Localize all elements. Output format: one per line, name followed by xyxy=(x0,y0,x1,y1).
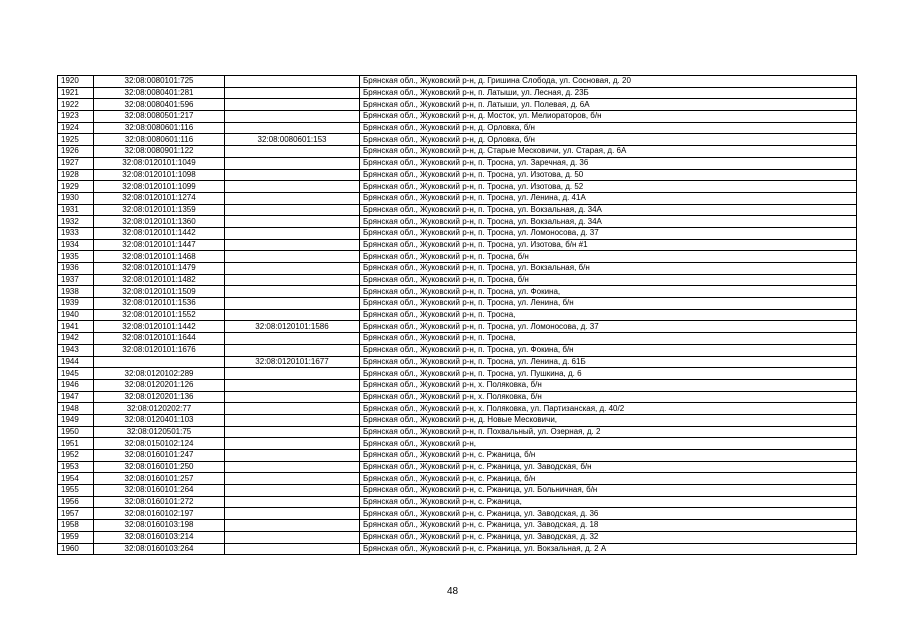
address-cell: Брянская обл., Жуковский р-н, п. Тросна, ул. Фокина, xyxy=(360,286,857,298)
address-cell: Брянская обл., Жуковский р-н, п. Тросна, ул. Ленина, б/н xyxy=(360,298,857,310)
address-cell: Брянская обл., Жуковский р-н, с. Ржаница, б/н xyxy=(360,473,857,485)
cadastral-number-cell: 32:08:0120101:1536 xyxy=(94,298,225,310)
address-cell: Брянская обл., Жуковский р-н, д. Старые Месковичи, ул. Старая, д. 6А xyxy=(360,146,857,158)
row-number-cell: 1930 xyxy=(58,192,94,204)
row-number-cell: 1955 xyxy=(58,485,94,497)
previous-cadastral-number-cell xyxy=(225,438,360,450)
table-row xyxy=(58,157,857,169)
address-cell: Брянская обл., Жуковский р-н, п. Тросна, ул. Заречная, д. 36 xyxy=(360,157,857,169)
previous-cadastral-number-cell xyxy=(225,485,360,497)
previous-cadastral-number-cell xyxy=(225,309,360,321)
cadastral-number-cell: 32:08:0080101:725 xyxy=(94,76,225,88)
cadastral-number-cell: 32:08:0120102:289 xyxy=(94,368,225,380)
table-row xyxy=(58,263,857,275)
table-row xyxy=(58,192,857,204)
cadastral-number-cell: 32:08:0160101:264 xyxy=(94,485,225,497)
previous-cadastral-number-cell xyxy=(225,508,360,520)
address-cell: Брянская обл., Жуковский р-н, п. Латыши, ул. Полевая, д. 6А xyxy=(360,99,857,111)
table-row xyxy=(58,216,857,228)
previous-cadastral-number-cell: 32:08:0120101:1586 xyxy=(225,321,360,333)
previous-cadastral-number-cell xyxy=(225,239,360,251)
row-number-cell: 1937 xyxy=(58,274,94,286)
row-number-cell: 1950 xyxy=(58,426,94,438)
table-row xyxy=(58,146,857,158)
address-cell: Брянская обл., Жуковский р-н, х. Поляковка, ул. Партизанская, д. 40/2 xyxy=(360,403,857,415)
address-cell: Брянская обл., Жуковский р-н, д. Мосток, ул. Мелиораторов, б/н xyxy=(360,111,857,123)
previous-cadastral-number-cell xyxy=(225,426,360,438)
address-cell: Брянская обл., Жуковский р-н, д. Орловка, б/н xyxy=(360,122,857,134)
previous-cadastral-number-cell xyxy=(225,157,360,169)
previous-cadastral-number-cell xyxy=(225,146,360,158)
row-number-cell: 1933 xyxy=(58,227,94,239)
row-number-cell: 1929 xyxy=(58,181,94,193)
row-number-cell: 1956 xyxy=(58,496,94,508)
table-row xyxy=(58,461,857,473)
table-row xyxy=(58,227,857,239)
previous-cadastral-number-cell xyxy=(225,403,360,415)
row-number-cell: 1952 xyxy=(58,450,94,462)
row-number-cell: 1938 xyxy=(58,286,94,298)
row-number-cell: 1960 xyxy=(58,543,94,555)
address-cell: Брянская обл., Жуковский р-н, с. Ржаница, ул. Больничная, б/н xyxy=(360,485,857,497)
table-row xyxy=(58,368,857,380)
address-cell: Брянская обл., Жуковский р-н, х. Поляковка, б/н xyxy=(360,391,857,403)
previous-cadastral-number-cell xyxy=(225,286,360,298)
table-row xyxy=(58,298,857,310)
row-number-cell: 1934 xyxy=(58,239,94,251)
row-number-cell: 1951 xyxy=(58,438,94,450)
table-row xyxy=(58,531,857,543)
table-row xyxy=(58,333,857,345)
cadastral-number-cell: 32:08:0160101:247 xyxy=(94,450,225,462)
previous-cadastral-number-cell xyxy=(225,543,360,555)
cadastral-number-cell: 32:08:0080601:116 xyxy=(94,134,225,146)
cadastral-number-cell: 32:08:0080601:116 xyxy=(94,122,225,134)
row-number-cell: 1931 xyxy=(58,204,94,216)
table-row xyxy=(58,520,857,532)
row-number-cell: 1926 xyxy=(58,146,94,158)
table-row xyxy=(58,204,857,216)
table-row xyxy=(58,450,857,462)
address-cell: Брянская обл., Жуковский р-н, п. Тросна, ул. Ломоносова, д. 37 xyxy=(360,227,857,239)
address-cell: Брянская обл., Жуковский р-н, х. Поляковка, б/н xyxy=(360,379,857,391)
address-cell: Брянская обл., Жуковский р-н, п. Тросна, ул. Вокзальная, б/н xyxy=(360,263,857,275)
address-cell: Брянская обл., Жуковский р-н, п. Тросна, ул. Ленина, д. 41А xyxy=(360,192,857,204)
table-row xyxy=(58,309,857,321)
row-number-cell: 1940 xyxy=(58,309,94,321)
table-row xyxy=(58,76,857,88)
previous-cadastral-number-cell xyxy=(225,274,360,286)
row-number-cell: 1921 xyxy=(58,87,94,99)
address-cell: Брянская обл., Жуковский р-н, с. Ржаница, ул. Вокзальная, д. 2 А xyxy=(360,543,857,555)
row-number-cell: 1939 xyxy=(58,298,94,310)
cadastral-number-cell: 32:08:0160103:198 xyxy=(94,520,225,532)
row-number-cell: 1953 xyxy=(58,461,94,473)
previous-cadastral-number-cell xyxy=(225,298,360,310)
address-cell: Брянская обл., Жуковский р-н, xyxy=(360,438,857,450)
row-number-cell: 1927 xyxy=(58,157,94,169)
row-number-cell: 1923 xyxy=(58,111,94,123)
table-row xyxy=(58,391,857,403)
previous-cadastral-number-cell xyxy=(225,414,360,426)
table-row xyxy=(58,414,857,426)
previous-cadastral-number-cell: 32:08:0080601:153 xyxy=(225,134,360,146)
cadastral-number-cell: 32:08:0120101:1482 xyxy=(94,274,225,286)
address-cell: Брянская обл., Жуковский р-н, п. Тросна, б/н xyxy=(360,274,857,286)
cadastral-number-cell: 32:08:0080901:122 xyxy=(94,146,225,158)
row-number-cell: 1945 xyxy=(58,368,94,380)
previous-cadastral-number-cell xyxy=(225,181,360,193)
address-cell: Брянская обл., Жуковский р-н, п. Похвальный, ул. Озерная, д. 2 xyxy=(360,426,857,438)
cadastral-number-cell: 32:08:0160103:264 xyxy=(94,543,225,555)
cadastral-number-cell: 32:08:0120101:1644 xyxy=(94,333,225,345)
cadastral-number-cell: 32:08:0120101:1098 xyxy=(94,169,225,181)
address-cell: Брянская обл., Жуковский р-н, с. Ржаница, ул. Заводская, б/н xyxy=(360,461,857,473)
row-number-cell: 1958 xyxy=(58,520,94,532)
previous-cadastral-number-cell xyxy=(225,461,360,473)
row-number-cell: 1947 xyxy=(58,391,94,403)
previous-cadastral-number-cell xyxy=(225,333,360,345)
previous-cadastral-number-cell xyxy=(225,111,360,123)
table-row xyxy=(58,543,857,555)
cadastral-number-cell: 32:08:0120101:1274 xyxy=(94,192,225,204)
address-cell: Брянская обл., Жуковский р-н, п. Тросна, ул. Вокзальная, д. 34А xyxy=(360,204,857,216)
table-row xyxy=(58,403,857,415)
cadastral-number-cell: 32:08:0160101:250 xyxy=(94,461,225,473)
address-cell: Брянская обл., Жуковский р-н, п. Тросна, ул. Вокзальная, д. 34А xyxy=(360,216,857,228)
table-row xyxy=(58,181,857,193)
address-cell: Брянская обл., Жуковский р-н, п. Тросна, ул. Пушкина, д. 6 xyxy=(360,368,857,380)
previous-cadastral-number-cell xyxy=(225,473,360,485)
table-row xyxy=(58,87,857,99)
table-row xyxy=(58,508,857,520)
cadastral-number-cell: 32:08:0120101:1049 xyxy=(94,157,225,169)
address-cell: Брянская обл., Жуковский р-н, д. Орловка, б/н xyxy=(360,134,857,146)
cadastral-number-cell: 32:08:0120202:77 xyxy=(94,403,225,415)
cadastral-number-cell: 32:08:0080501:217 xyxy=(94,111,225,123)
row-number-cell: 1959 xyxy=(58,531,94,543)
row-number-cell: 1954 xyxy=(58,473,94,485)
previous-cadastral-number-cell xyxy=(225,169,360,181)
address-cell: Брянская обл., Жуковский р-н, с. Ржаница, б/н xyxy=(360,450,857,462)
row-number-cell: 1941 xyxy=(58,321,94,333)
table-row xyxy=(58,251,857,263)
cadastral-number-cell: 32:08:0120101:1099 xyxy=(94,181,225,193)
table-row xyxy=(58,286,857,298)
row-number-cell: 1936 xyxy=(58,263,94,275)
previous-cadastral-number-cell xyxy=(225,520,360,532)
previous-cadastral-number-cell xyxy=(225,531,360,543)
address-cell: Брянская обл., Жуковский р-н, п. Тросна, ул. Ломоносова, д. 37 xyxy=(360,321,857,333)
row-number-cell: 1924 xyxy=(58,122,94,134)
cadastral-number-cell: 32:08:0120401:103 xyxy=(94,414,225,426)
cadastral-number-cell: 32:08:0160102:197 xyxy=(94,508,225,520)
cadastral-number-cell: 32:08:0120101:1360 xyxy=(94,216,225,228)
table-row xyxy=(58,321,857,333)
address-cell: Брянская обл., Жуковский р-н, д. Гришина Слобода, ул. Сосновая, д. 20 xyxy=(360,76,857,88)
address-cell: Брянская обл., Жуковский р-н, п. Тросна, ул. Ленина, д. 61Б xyxy=(360,356,857,368)
cadastral-number-cell: 32:08:0120101:1447 xyxy=(94,239,225,251)
row-number-cell: 1942 xyxy=(58,333,94,345)
previous-cadastral-number-cell xyxy=(225,379,360,391)
row-number-cell: 1943 xyxy=(58,344,94,356)
cadastral-number-cell: 32:08:0150102:124 xyxy=(94,438,225,450)
address-cell: Брянская обл., Жуковский р-н, д. Новые Месковичи, xyxy=(360,414,857,426)
previous-cadastral-number-cell xyxy=(225,192,360,204)
page-number: 48 xyxy=(446,586,459,597)
previous-cadastral-number-cell xyxy=(225,344,360,356)
cadastral-number-cell: 32:08:0120101:1676 xyxy=(94,344,225,356)
cadastral-number-cell: 32:08:0080401:596 xyxy=(94,99,225,111)
table-row xyxy=(58,438,857,450)
cadastral-number-cell: 32:08:0120101:1359 xyxy=(94,204,225,216)
cadastral-number-cell: 32:08:0160103:214 xyxy=(94,531,225,543)
table-row xyxy=(58,356,857,368)
address-cell: Брянская обл., Жуковский р-н, с. Ржаница, ул. Заводская, д. 32 xyxy=(360,531,857,543)
row-number-cell: 1944 xyxy=(58,356,94,368)
previous-cadastral-number-cell xyxy=(225,391,360,403)
previous-cadastral-number-cell xyxy=(225,76,360,88)
table-row xyxy=(58,134,857,146)
row-number-cell: 1946 xyxy=(58,379,94,391)
table-row xyxy=(58,111,857,123)
table-row xyxy=(58,473,857,485)
table-row xyxy=(58,379,857,391)
table-row xyxy=(58,426,857,438)
table-row xyxy=(58,239,857,251)
row-number-cell: 1932 xyxy=(58,216,94,228)
table-row xyxy=(58,169,857,181)
address-cell: Брянская обл., Жуковский р-н, п. Тросна, ул. Изотова, д. 52 xyxy=(360,181,857,193)
table-row xyxy=(58,122,857,134)
cadastral-number-cell: 32:08:0120101:1468 xyxy=(94,251,225,263)
address-cell: Брянская обл., Жуковский р-н, с. Ржаница, xyxy=(360,496,857,508)
address-cell: Брянская обл., Жуковский р-н, п. Тросна, ул. Фокина, б/н xyxy=(360,344,857,356)
table-row xyxy=(58,496,857,508)
cadastral-number-cell: 32:08:0120101:1442 xyxy=(94,321,225,333)
cadastral-number-cell: 32:08:0120201:136 xyxy=(94,391,225,403)
property-table xyxy=(57,75,857,555)
address-cell: Брянская обл., Жуковский р-н, п. Тросна, ул. Изотова, б/н #1 xyxy=(360,239,857,251)
cadastral-number-cell: 32:08:0120101:1479 xyxy=(94,263,225,275)
address-cell: Брянская обл., Жуковский р-н, с. Ржаница, ул. Заводская, д. 36 xyxy=(360,508,857,520)
cadastral-number-cell: 32:08:0120101:1509 xyxy=(94,286,225,298)
cadastral-number-cell: 32:08:0160101:257 xyxy=(94,473,225,485)
previous-cadastral-number-cell xyxy=(225,450,360,462)
previous-cadastral-number-cell: 32:08:0120101:1677 xyxy=(225,356,360,368)
cadastral-number-cell: 32:08:0120101:1552 xyxy=(94,309,225,321)
cadastral-number-cell: 32:08:0080401:281 xyxy=(94,87,225,99)
cadastral-number-cell: 32:08:0120101:1442 xyxy=(94,227,225,239)
property-table-body xyxy=(58,76,857,555)
address-cell: Брянская обл., Жуковский р-н, с. Ржаница, ул. Заводская, д. 18 xyxy=(360,520,857,532)
cadastral-number-cell: 32:08:0160101:272 xyxy=(94,496,225,508)
row-number-cell: 1920 xyxy=(58,76,94,88)
table-row xyxy=(58,99,857,111)
table-row xyxy=(58,274,857,286)
address-cell: Брянская обл., Жуковский р-н, п. Тросна, xyxy=(360,309,857,321)
row-number-cell: 1925 xyxy=(58,134,94,146)
row-number-cell: 1928 xyxy=(58,169,94,181)
previous-cadastral-number-cell xyxy=(225,251,360,263)
previous-cadastral-number-cell xyxy=(225,496,360,508)
row-number-cell: 1948 xyxy=(58,403,94,415)
previous-cadastral-number-cell xyxy=(225,216,360,228)
previous-cadastral-number-cell xyxy=(225,99,360,111)
row-number-cell: 1935 xyxy=(58,251,94,263)
address-cell: Брянская обл., Жуковский р-н, п. Тросна, xyxy=(360,333,857,345)
previous-cadastral-number-cell xyxy=(225,263,360,275)
table-row xyxy=(58,485,857,497)
previous-cadastral-number-cell xyxy=(225,227,360,239)
cadastral-number-cell xyxy=(94,356,225,368)
address-cell: Брянская обл., Жуковский р-н, п. Тросна, ул. Изотова, д. 50 xyxy=(360,169,857,181)
previous-cadastral-number-cell xyxy=(225,122,360,134)
previous-cadastral-number-cell xyxy=(225,87,360,99)
cadastral-number-cell: 32:08:0120501:75 xyxy=(94,426,225,438)
address-cell: Брянская обл., Жуковский р-н, п. Тросна, б/н xyxy=(360,251,857,263)
table-row xyxy=(58,344,857,356)
row-number-cell: 1957 xyxy=(58,508,94,520)
cadastral-number-cell: 32:08:0120201:126 xyxy=(94,379,225,391)
row-number-cell: 1949 xyxy=(58,414,94,426)
previous-cadastral-number-cell xyxy=(225,204,360,216)
address-cell: Брянская обл., Жуковский р-н, п. Латыши, ул. Лесная, д. 23Б xyxy=(360,87,857,99)
previous-cadastral-number-cell xyxy=(225,368,360,380)
row-number-cell: 1922 xyxy=(58,99,94,111)
